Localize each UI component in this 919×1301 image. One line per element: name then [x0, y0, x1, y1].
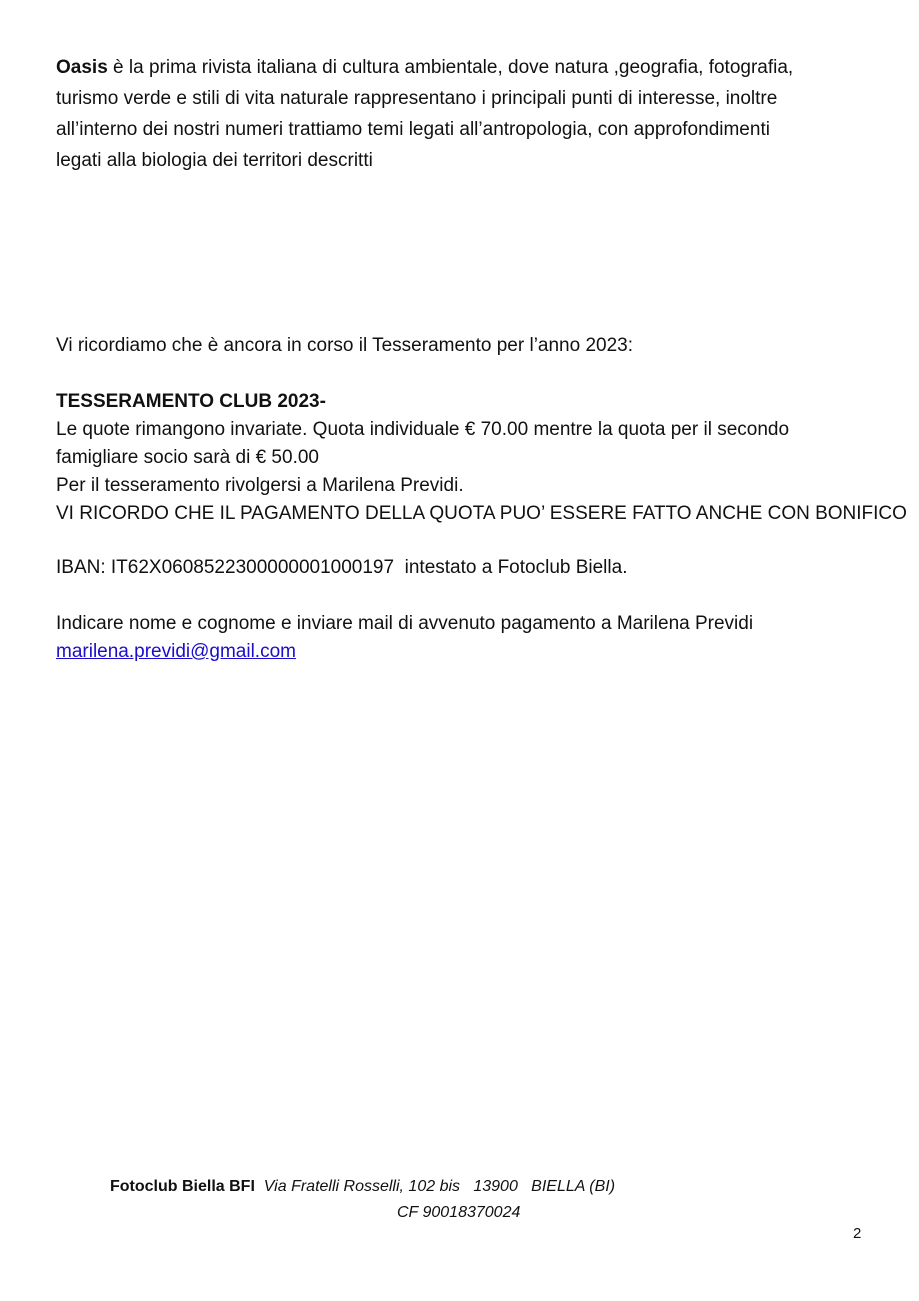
footer-tax-code: CF 90018370024	[397, 1204, 521, 1221]
membership-heading: TESSERAMENTO CLUB 2023-	[56, 391, 326, 412]
intro-line-3: all’interno dei nostri numeri trattiamo temi legati all’antropologia, con approfondimenti	[56, 119, 770, 140]
membership-line-2: famigliare socio sarà di € 50.00	[56, 447, 319, 468]
payment-paragraph	[56, 610, 856, 666]
brand-name: Oasis	[56, 57, 108, 78]
payment-instruction: Indicare nome e cognome e inviare mail di avvenuto pagamento a Marilena Previdi	[56, 613, 754, 634]
intro-paragraph	[56, 52, 856, 176]
intro-text-1: è la prima rivista italiana di cultura ambientale, dove natura ,geografia, fotografia,	[107, 57, 794, 78]
email-link[interactable]: marilena.previdi@gmail.com	[56, 641, 296, 662]
intro-line-2: turismo verde e stili di vita naturale rappresentano i principali punti di interesse, inoltre	[56, 88, 778, 109]
footer-address: Via Fratelli Rosselli, 102 bis 13900 BIELLA (BI)	[254, 1178, 616, 1195]
iban-text: IBAN: IT62X0608522300000001000197 intestato a Fotoclub Biella.	[56, 557, 628, 578]
footer-address-line	[110, 1174, 615, 1200]
membership-line-3: Per il tesseramento rivolgersi a Marilena Previdi.	[56, 475, 464, 496]
intro-line-4: legati alla biologia dei territori descritti	[56, 150, 373, 171]
reminder-text: Vi ricordiamo che è ancora in corso il Tesseramento per l’anno 2023:	[56, 335, 634, 356]
footer-org-name: Fotoclub Biella BFI	[110, 1178, 255, 1195]
iban-paragraph	[56, 554, 856, 582]
membership-line-4: VI RICORDO CHE IL PAGAMENTO DELLA QUOTA PUO’ ESSERE FATTO ANCHE CON BONIFICO	[56, 503, 907, 524]
page-number: 2	[853, 1225, 862, 1242]
reminder-paragraph	[56, 332, 856, 360]
membership-line-1: Le quote rimangono invariate. Quota individuale € 70.00 mentre la quota per il secondo	[56, 419, 790, 440]
membership-section	[56, 388, 907, 528]
intro-line-1	[56, 52, 856, 83]
